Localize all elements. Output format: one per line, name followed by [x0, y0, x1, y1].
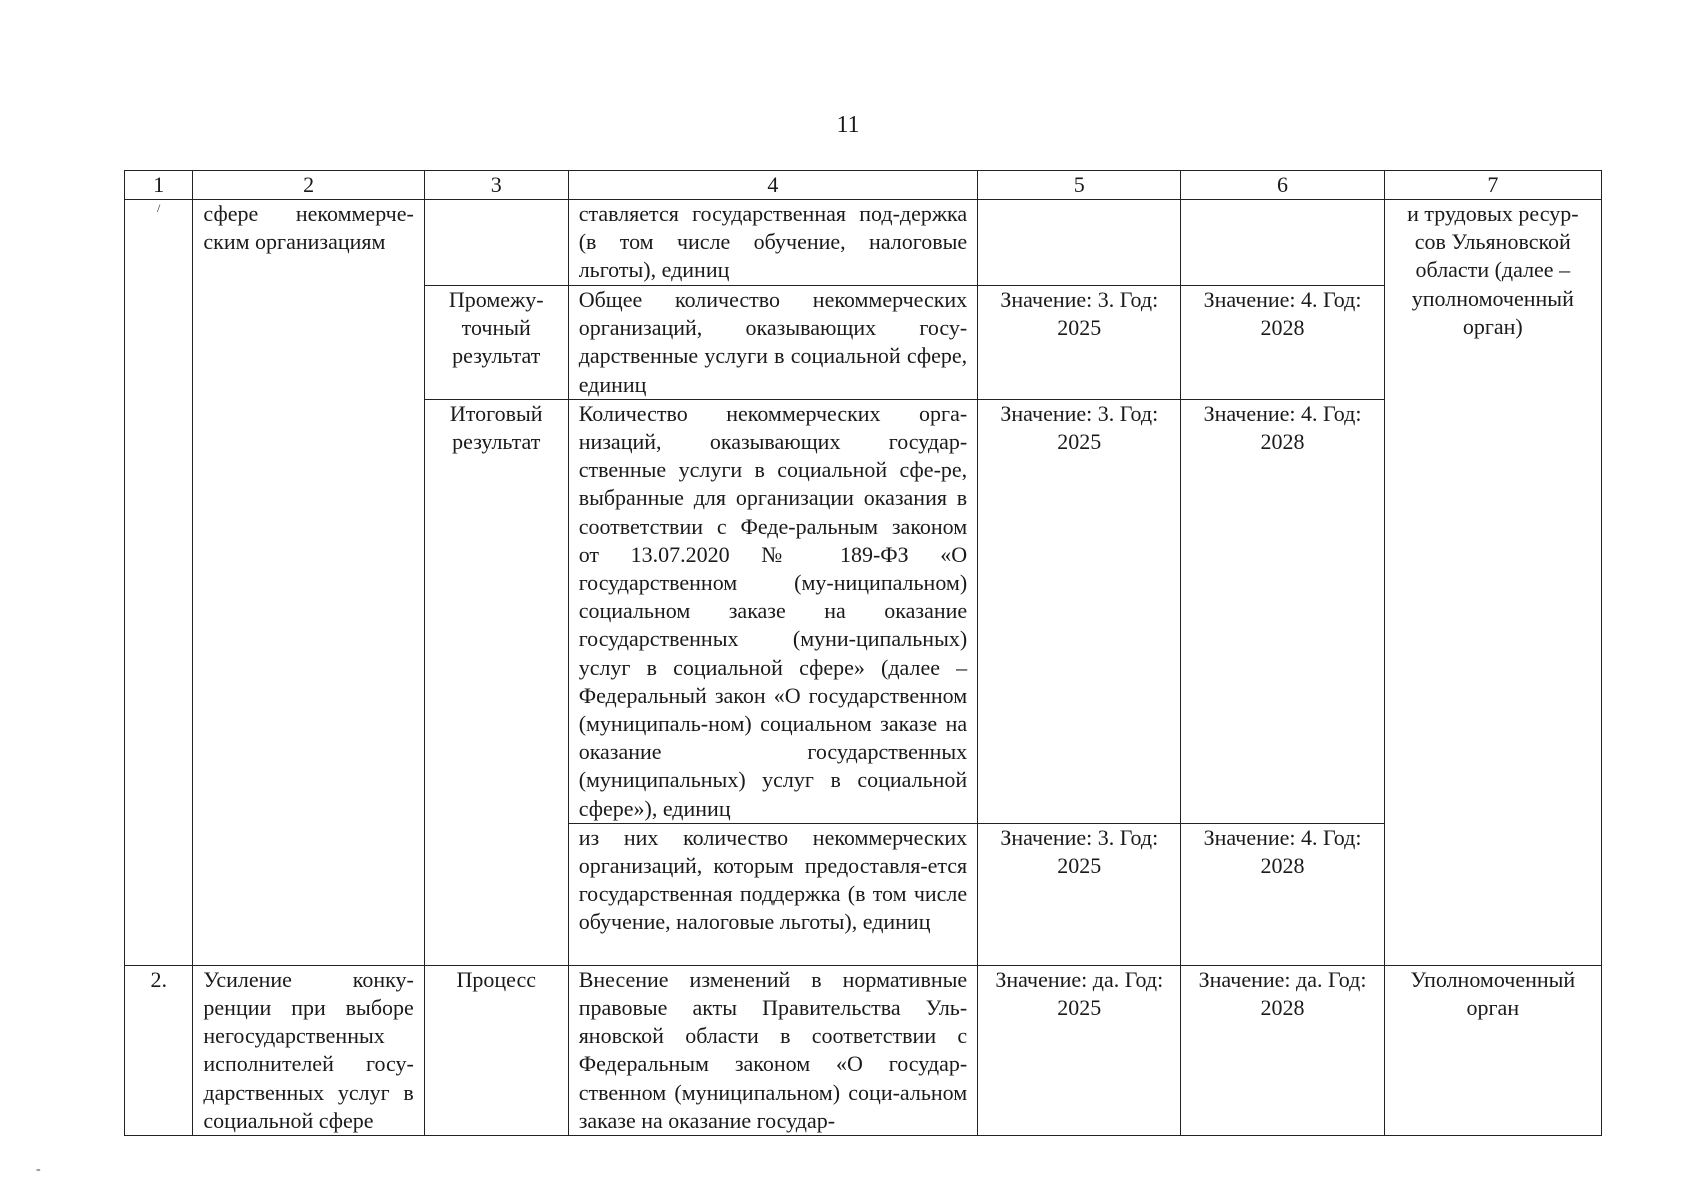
- header-col-5: 5: [978, 171, 1181, 200]
- result-type-cell: Промежу-точный результат: [424, 286, 568, 400]
- header-col-6: 6: [1181, 171, 1384, 200]
- type-cell-empty: [424, 200, 568, 286]
- task-cell: Усиление конку-ренции при выборе негосударственных исполнителей госу-дарственных услуг в социальной сфере: [193, 965, 424, 1135]
- indicator-cell: ставляется государственная под-держка (в том числе обучение, налоговые льготы), единиц: [568, 200, 977, 286]
- base-value-cell: Значение: 3. Год: 2025: [978, 823, 1181, 965]
- header-col-2: 2: [193, 171, 424, 200]
- page-number: 11: [836, 112, 860, 138]
- header-col-7: 7: [1384, 171, 1601, 200]
- header-col-1: 1: [125, 171, 193, 200]
- result-type-cell: Итоговый результат: [424, 399, 568, 965]
- target-value-cell: Значение: 4. Год: 2028: [1181, 286, 1384, 400]
- row-number-mark: /: [157, 201, 161, 215]
- row-number-cell: [125, 200, 193, 966]
- base-value-cell: Значение: да. Год: 2025: [978, 965, 1181, 1135]
- target-value-cell: Значение: да. Год: 2028: [1181, 965, 1384, 1135]
- result-type-cell: Процесс: [424, 965, 568, 1135]
- base-value-cell: Значение: 3. Год: 2025: [978, 286, 1181, 400]
- responsible-cell: Уполномоченный орган: [1384, 965, 1601, 1135]
- indicator-cell: Внесение изменений в нормативные правовые акты Правительства Уль-яновской области в соответствии с Федеральным законом «О государ-ственном (муниципальном) соци-альном заказе на оказание государ-: [568, 965, 977, 1135]
- header-col-3: 3: [424, 171, 568, 200]
- base-value-cell-empty: [978, 200, 1181, 286]
- header-col-4: 4: [568, 171, 977, 200]
- target-value-cell: Значение: 4. Год: 2028: [1181, 823, 1384, 965]
- header-row: [125, 171, 1602, 200]
- indicator-cell: Количество некоммерческих орга-низаций, оказывающих государ-ственные услуги в социальной сфе-ре, выбранные для организации оказания в соответствии с Феде-ральным законом от 13.07.2020 № 189-ФЗ «О государственном (му-ниципальном) социальном заказе на оказание государственных (муни-ципальных) услуг в социальной сфере» (далее – Федеральный закон «О государственном (муниципаль-ном) социальном заказе на оказание государственных (муниципальных) услуг в социальной сфере»), единиц: [568, 399, 977, 823]
- indicators-table: [124, 170, 1602, 1136]
- indicator-cell: Общее количество некоммерческих организаций, оказывающих госу-дарственные услуги в социальной сфере, единиц: [568, 286, 977, 400]
- target-value-cell-empty: [1181, 200, 1384, 286]
- table-row: [125, 965, 1602, 1135]
- row-number-cell: 2.: [125, 965, 193, 1135]
- responsible-cell: и трудовых ресур-сов Ульяновской области (далее – уполномоченный орган): [1384, 200, 1601, 966]
- base-value-cell: Значение: 3. Год: 2025: [978, 399, 1181, 823]
- stray-mark: -: [36, 1162, 41, 1177]
- task-cell: сфере некоммерче-ским организациям: [193, 200, 424, 966]
- table-row: [125, 200, 1602, 286]
- target-value-cell: Значение: 4. Год: 2028: [1181, 399, 1384, 823]
- indicator-cell: из них количество некоммерческих организаций, которым предоставля-ется государственная поддержка (в том числе обучение, налоговые льготы), единиц: [568, 823, 977, 965]
